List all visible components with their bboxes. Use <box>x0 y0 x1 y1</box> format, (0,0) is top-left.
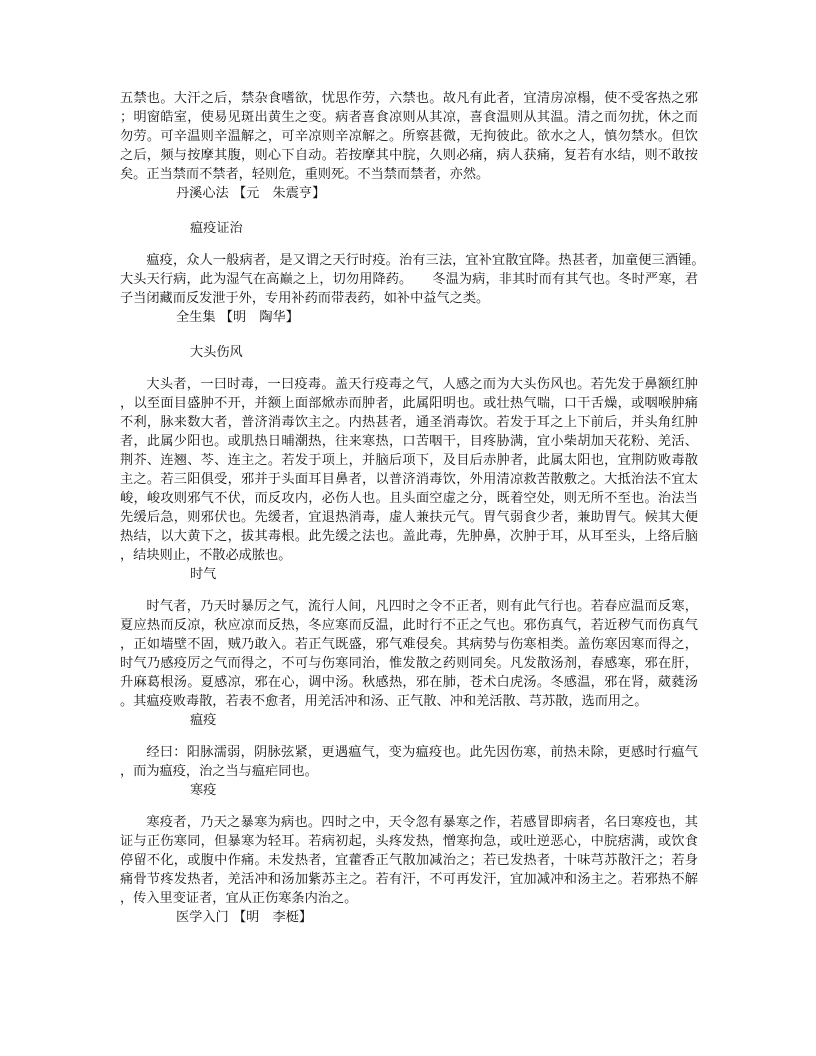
datou-shangfeng-paragraph: 大头者，一曰时毒，一曰疫毒。盖天行疫毒之气，人感之而为大头伤风也。若先发于鼻额红肿，以至面目盛肿不开，并额上面部焮赤而肿者，此属阳明也。或壮热气喘，口干舌燥，或咽喉肿痛不利，脉来数大者，普济消毒饮主之。内热甚者，通圣消毒饮。若发于耳之上下前后，并头角红肿者，此属少阳也。或肌热日晡潮热，往来寒热，口苦咽干，目疼胁满，宜小柴胡加天花粉、羌活、荆芥、连翘、芩、连主之。若发于项上，并脑后项下，及目后赤肿者，此属太阳也，宜荆防败毒散主之。若三阳俱受，邪并于头面耳目鼻者，以普济消毒饮，外用清凉救苦散敷之。大抵治法不宜太峻，峻攻则邪气不伏，而反攻内，必伤人也。且头面空虚之分，既着空处，则无所不至也。治法当先缓后急，则邪伏也。先缓者，宜退热消毒，虚人兼扶元气。胃气弱食少者，兼助胃气。候其大便热结，以大黄下之，拔其毒根。此先缓之法也。盖此毒，先肿鼻，次肿于耳，从耳至头，上络后脑，结块则止，不散必成脓也。 <box>120 377 698 563</box>
document-page <box>120 89 725 927</box>
wenyi-paragraph: 经曰：阳脉濡弱，阴脉弦紧，更遇瘟气，变为瘟疫也。此先因伤寒，前热未除，更感时行瘟气，而为瘟疫，治之当与瘟疟同也。 <box>120 745 698 779</box>
section-heading-shiqi: 时气 <box>190 567 217 582</box>
section-heading-wenyi: 瘟疫 <box>190 713 217 728</box>
section-heading-wenyi-zhengzhi: 瘟疫证治 <box>190 221 243 236</box>
shiqi-paragraph: 时气者，乃天时暴厉之气，流行人间，凡四时之令不正者，则有此气行也。若春应温而反寒，夏应热而反凉，秋应凉而反热，冬应寒而反温，此时行不正之气也。邪伤真气，若近秽气而伤真气，正如墙壁不固，贼乃敢入。若正气既盛，邪气难侵矣。其病势与伤寒相类。盖伤寒因寒而得之，时气乃感疫厉之气而得之，不可与伤寒同治，惟发散之药则同矣。凡发散汤剂，春感寒，邪在肝，升麻葛根汤。夏感凉，邪在心，调中汤。秋感热，邪在肺，苍术白虎汤。冬感温，邪在肾，葳蕤汤。其瘟疫败毒散，若表不愈者，用羌活冲和汤、正气散、冲和羌活散、芎苏散，选而用之。 <box>120 599 698 709</box>
source-citation: 医学入门 【明 李梃】 <box>176 910 313 925</box>
section-heading-hanyi: 寒疫 <box>190 783 217 798</box>
source-citation: 丹溪心法 【元 朱震亨】 <box>176 186 326 201</box>
section-heading-datou-shangfeng: 大头伤风 <box>190 345 243 360</box>
wenyi-zhengzhi-paragraph: 瘟疫，众人一般病者，是又谓之天行时疫。治有三法，宜补宜散宜降。热甚者，加童便三酒锺。 大头天行病，此为湿气在高巅之上，切勿用降药。 冬温为病，非其时而有其气也。冬时严寒，君子当闭藏而反发泄于外，专用补药而带表药，如补中益气之类。 <box>120 253 725 306</box>
source-citation: 全生集 【明 陶华】 <box>176 310 299 325</box>
hanyi-paragraph: 寒疫者，乃天之暴寒为病也。四时之中，天令忽有暴寒之作，若感冒即病者，名曰寒疫也，其证与正伤寒同，但暴寒为轻耳。若病初起，头疼发热，憎寒拘急，或吐逆恶心，中脘痞满，或饮食停留不化，或腹中作痛。未发热者，宜藿香正气散加减治之；若已发热者，十味芎苏散汗之；若身痛骨节疼发热者，羌活冲和汤加紫苏主之。若有汗，不可再发汗，宜加减冲和汤主之。若邪热不解，传入里变证者，宜从正伤寒条内治之。 <box>120 815 698 906</box>
intro-paragraph: 五禁也。大汗之后，禁杂食嗜欲，忧思作劳，六禁也。故凡有此者，宜清房凉榻，使不受客热之邪；明窗皓室，使易见斑出黄生之变。病者喜食凉则从其凉，喜食温则从其温。清之而勿扰，休之而勿劳。可辛温则辛温解之，可辛凉则辛凉解之。所察甚微，无拘彼此。欲水之人，慎勿禁水。但饮之后，频与按摩其腹，则心下自动。若按摩其中脘，久则必痛，病人获痛，复若有水结，则不敢按矣。正当禁而不禁者，轻则危，重则死。不当禁而禁者，亦然。 <box>120 91 698 182</box>
